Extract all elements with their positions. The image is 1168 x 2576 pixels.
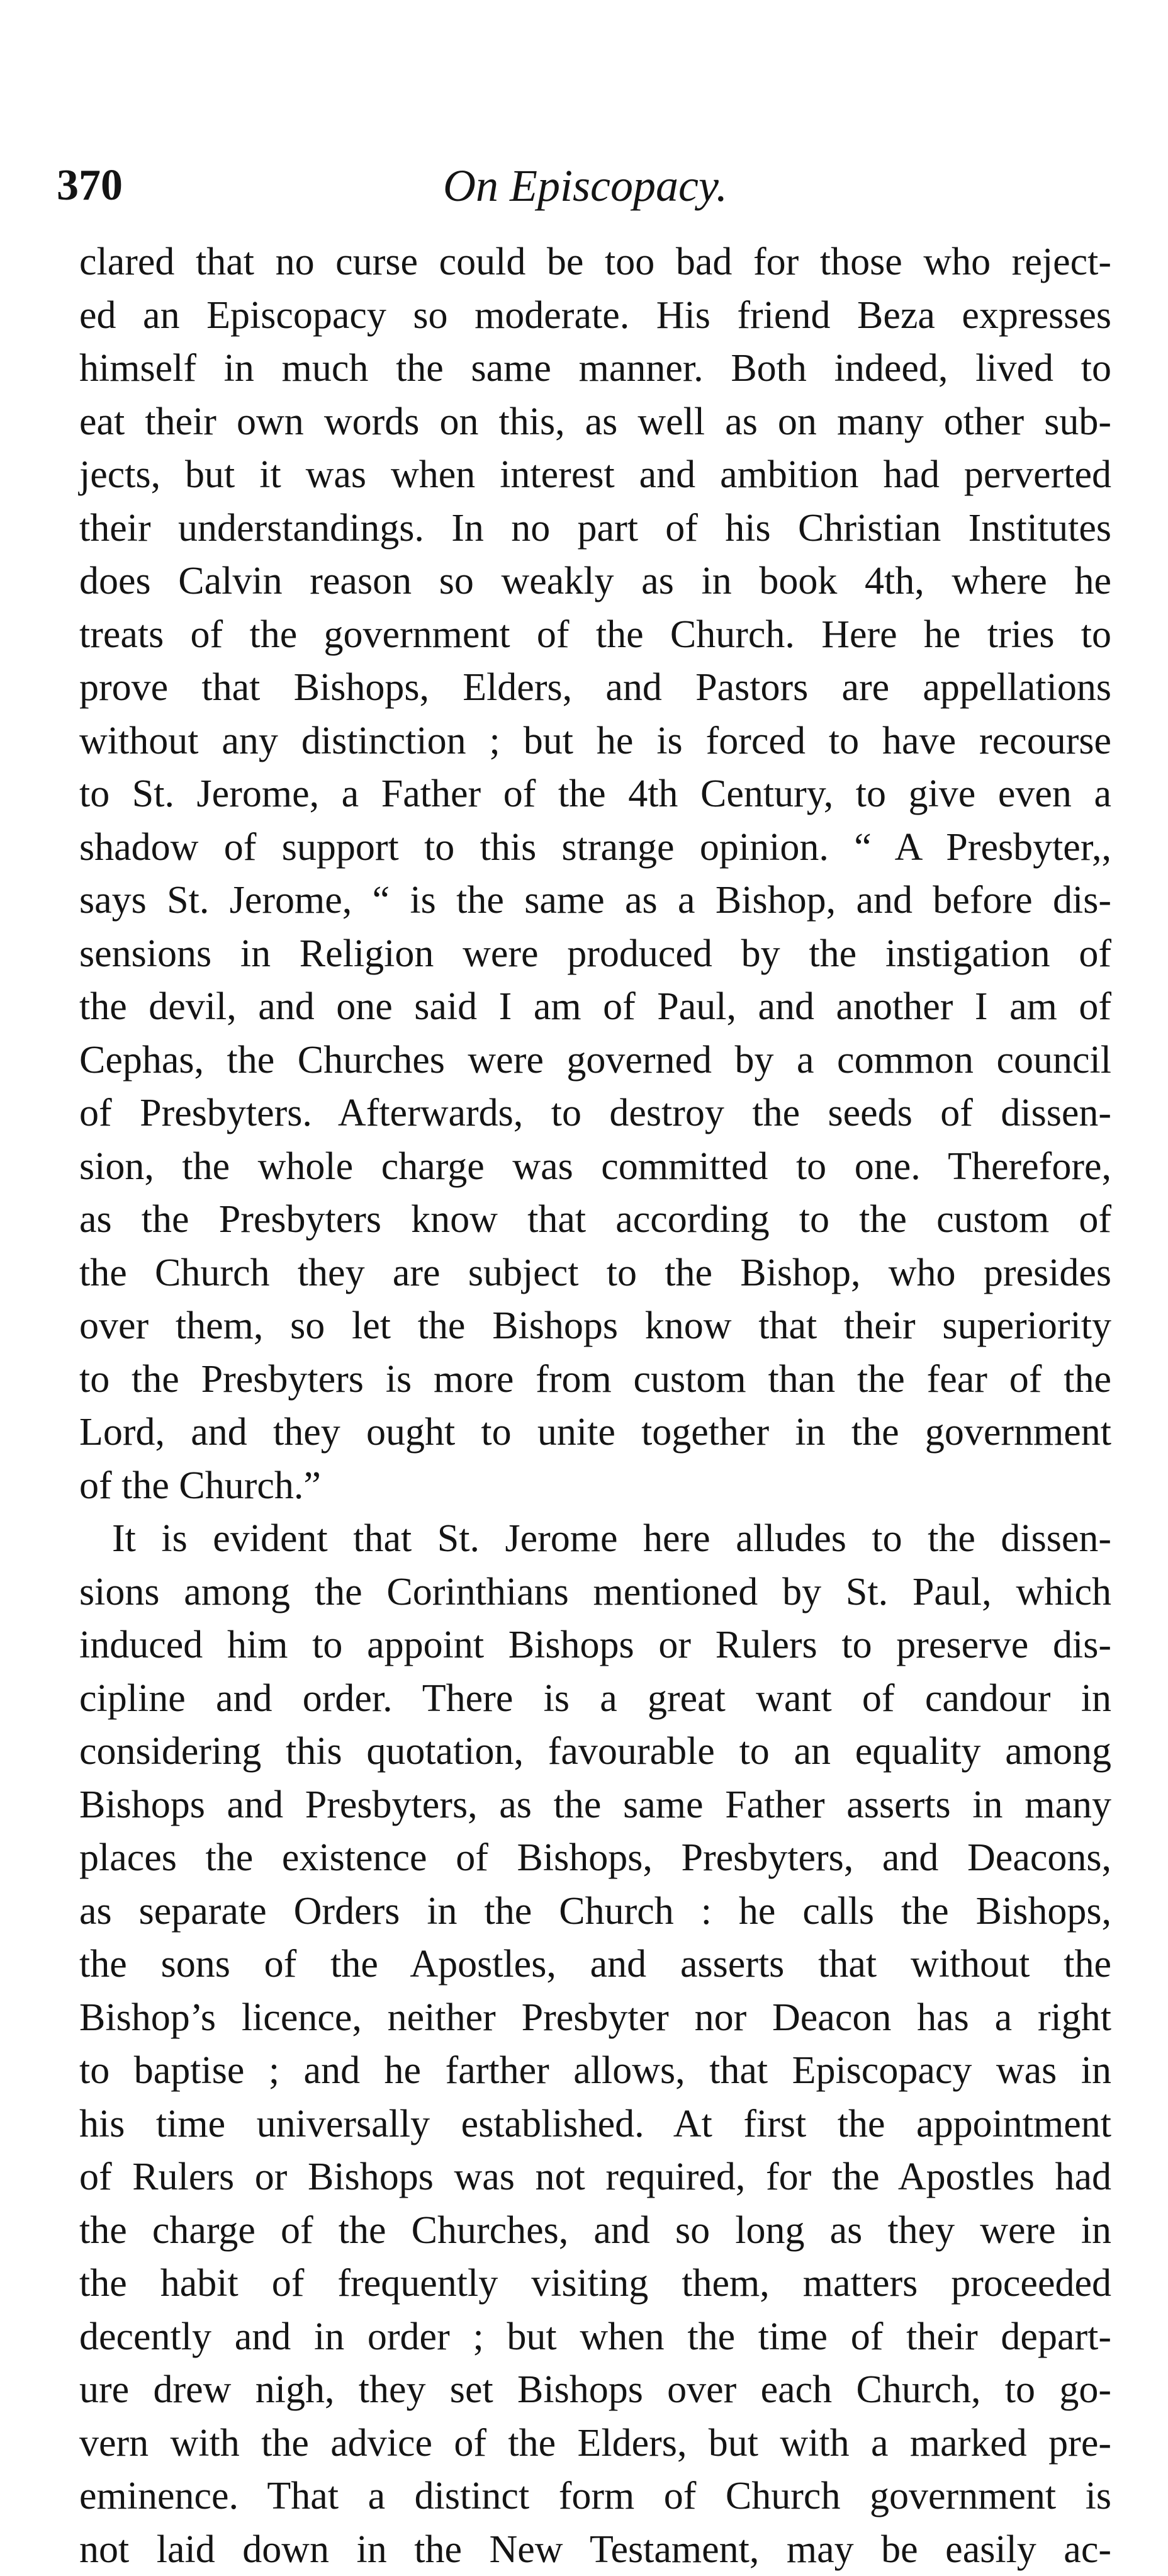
text-line: Cephas, the Churches were governed by a common council <box>79 1034 1111 1087</box>
text-line: jects, but it was when interest and ambition had perverted <box>79 448 1111 502</box>
text-line: decently and in order ; but when the time of their depart- <box>79 2310 1111 2364</box>
text-line: their understandings. In no part of his Christian Institutes <box>79 502 1111 555</box>
text-line: the habit of frequently visiting them, matters proceeded <box>79 2257 1111 2310</box>
text-line: does Calvin reason so weakly as in book 4th, where he <box>79 555 1111 608</box>
text-line: of the Church.” <box>79 1459 1111 1513</box>
text-line: his time universally established. At first the appointment <box>79 2098 1111 2151</box>
text-line: Bishops and Presbyters, as the same Father asserts in many <box>79 1778 1111 1832</box>
text-line: sion, the whole charge was committed to one. Therefore, <box>79 1140 1111 1194</box>
text-line: as the Presbyters know that according to the custom of <box>79 1193 1111 1246</box>
text-line: to St. Jerome, a Father of the 4th Century, to give even a <box>79 767 1111 821</box>
text-line: vern with the advice of the Elders, but with a marked pre- <box>79 2417 1111 2470</box>
text-line: of Presbyters. Afterwards, to destroy the seeds of dissen- <box>79 1087 1111 1140</box>
page-header <box>57 151 1114 220</box>
text-line: to baptise ; and he farther allows, that Episcopacy was in <box>79 2044 1111 2098</box>
page-number: 370 <box>57 151 123 220</box>
text-line: shadow of support to this strange opinion. “ A Presbyter,, <box>79 821 1111 874</box>
text-line: himself in much the same manner. Both indeed, lived to <box>79 342 1111 395</box>
text-line: sensions in Religion were produced by the instigation of <box>79 927 1111 981</box>
text-line: not laid down in the New Testament, may be easily ac- <box>79 2523 1111 2576</box>
text-line: induced him to appoint Bishops or Rulers to preserve dis- <box>79 1618 1111 1672</box>
text-line: Bishop’s licence, neither Presbyter nor Deacon has a right <box>79 1991 1111 2045</box>
text-line: of Rulers or Bishops was not required, for the Apostles had <box>79 2150 1111 2204</box>
text-line: places the existence of Bishops, Presbyters, and Deacons, <box>79 1831 1111 1885</box>
text-line: cipline and order. There is a great want of candour in <box>79 1672 1111 1726</box>
text-line: without any distinction ; but he is forced to have recourse <box>79 715 1111 768</box>
text-line: the Church they are subject to the Bishop, who presides <box>79 1246 1111 1300</box>
text-line: eat their own words on this, as well as on many other sub- <box>79 395 1111 449</box>
text-line: clared that no curse could be too bad for those who reject- <box>79 235 1111 289</box>
text-line: the devil, and one said I am of Paul, and another I am of <box>79 980 1111 1034</box>
text-line: as separate Orders in the Church : he calls the Bishops, <box>79 1885 1111 1938</box>
text-line: sions among the Corinthians mentioned by St. Paul, which <box>79 1566 1111 1619</box>
body-text <box>79 235 1111 2576</box>
text-line: considering this quotation, favourable to an equality among <box>79 1725 1111 1778</box>
text-line: eminence. That a distinct form of Church government is <box>79 2470 1111 2523</box>
text-line: says St. Jerome, “ is the same as a Bishop, and before dis- <box>79 874 1111 927</box>
text-line: Lord, and they ought to unite together in the government <box>79 1406 1111 1459</box>
text-line: treats of the government of the Church. Here he tries to <box>79 608 1111 662</box>
text-line: ed an Episcopacy so moderate. His friend Beza expresses <box>79 289 1111 342</box>
text-line: to the Presbyters is more from custom than the fear of the <box>79 1353 1111 1406</box>
text-line: ure drew nigh, they set Bishops over each Church, to go- <box>79 2363 1111 2417</box>
text-line: over them, so let the Bishops know that their superiority <box>79 1299 1111 1353</box>
running-title: On Episcopacy. <box>57 151 1114 220</box>
text-line: prove that Bishops, Elders, and Pastors are appellations <box>79 661 1111 715</box>
text-line: the charge of the Churches, and so long as they were in <box>79 2204 1111 2257</box>
text-line: the sons of the Apostles, and asserts that without the <box>79 1938 1111 1991</box>
text-line: It is evident that St. Jerome here alludes to the dissen- <box>79 1512 1111 1566</box>
